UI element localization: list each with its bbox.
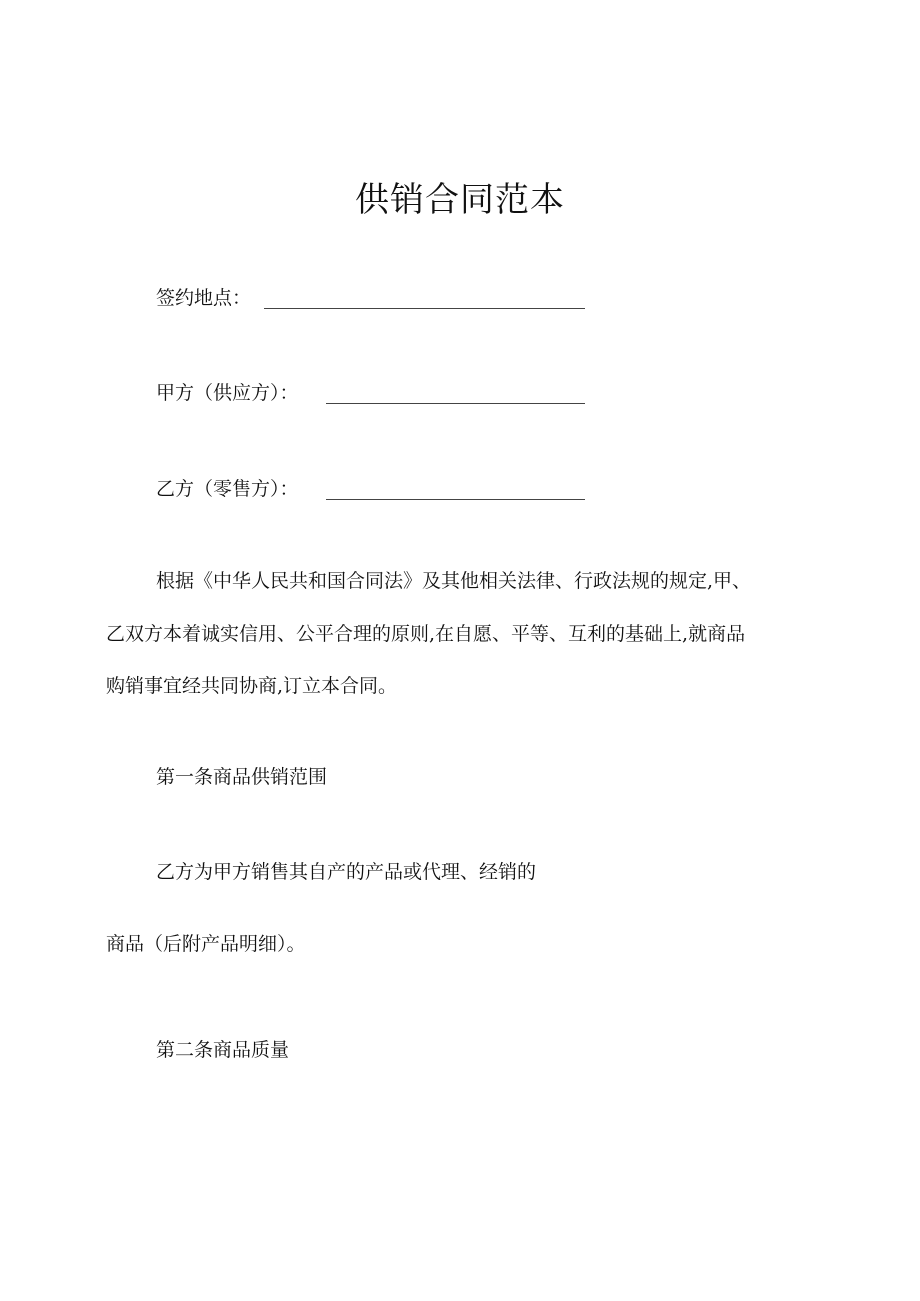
document-title: 供销合同范本 xyxy=(355,180,565,220)
article-1-heading: 第一条商品供销范围 xyxy=(156,766,328,788)
article-1-line-2: 商品（后附产品明细）。 xyxy=(106,933,306,955)
party-a-label: 甲方（供应方）： xyxy=(156,382,299,404)
article-2-heading: 第二条商品质量 xyxy=(156,1039,290,1061)
party-a-blank[interactable] xyxy=(326,403,585,404)
party-b-blank[interactable] xyxy=(326,499,585,500)
signing-location-field xyxy=(156,283,251,313)
preamble-line-1: 根据《中华人民共和国合同法》及其他相关法律、行政法规的规定,甲、 xyxy=(156,570,752,592)
preamble-line-2: 乙双方本着诚实信用、公平合理的原则,在自愿、平等、互利的基础上,就商品 xyxy=(106,623,746,645)
party-a-field xyxy=(156,378,299,408)
article-1-line-1: 乙方为甲方销售其自产的产品或代理、经销的 xyxy=(156,861,537,883)
signing-location-blank[interactable] xyxy=(264,308,585,309)
party-b-field xyxy=(156,474,299,504)
signing-location-label: 签约地点： xyxy=(156,287,252,309)
preamble-line-3: 购销事宜经共同协商,订立本合同。 xyxy=(106,675,398,697)
party-b-label: 乙方（零售方）： xyxy=(156,478,299,500)
